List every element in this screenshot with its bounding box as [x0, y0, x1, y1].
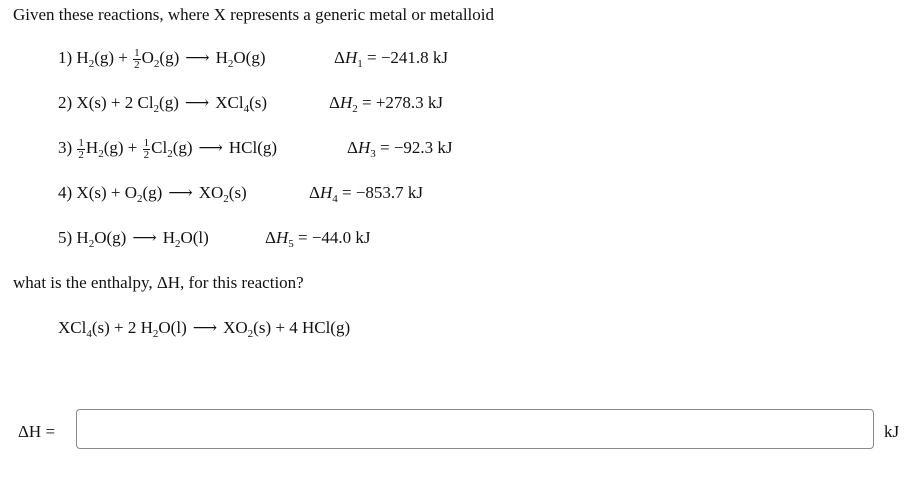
reaction-2-equation: 2) X(s) + 2 $Cl_2(g)$ ⟶ XCl$_4$(s): [58, 93, 268, 115]
reaction-4-enthalpy: $\Delta H_4 = -853.7$ kJ: [309, 183, 424, 205]
reaction-3-equation: 3) $\frac{1}{2}$ $H_2(g)$ + $\frac{1}{2}$ $Cl_2(g)$ ⟶ HCl(g): [58, 136, 278, 161]
answer-unit: kJ: [884, 422, 900, 441]
reaction-4-equation: 4) $X(s) + O_2(g)$ ⟶ $XO_2(s)$: [58, 183, 247, 205]
answer-input[interactable]: [76, 409, 874, 449]
reaction-1: [58, 46, 449, 71]
reaction-3-enthalpy: $\Delta H_3 = -92.3$ kJ: [347, 138, 453, 160]
reaction-4: [58, 182, 424, 205]
answer-label: ΔH =: [18, 422, 56, 441]
reaction-5-enthalpy: $\Delta H_5 = -44.0$ kJ: [265, 228, 371, 250]
reaction-2-enthalpy: $\Delta H_2 = +278.3$ kJ: [329, 93, 444, 115]
reaction-1-equation: 1) $H_2(g)$ + $\frac{1}{2}$ $O_2(g)$ ⟶ $H_2O(g)$: [58, 46, 266, 71]
question-text: what is the enthalpy, ΔH, for this reaction?: [13, 273, 304, 292]
reaction-5: [58, 227, 371, 250]
intro-text: Given these reactions, where X represents a generic metal or metalloid: [13, 5, 494, 24]
reaction-2: [58, 92, 444, 115]
target-reaction: XCl$_4$(s) + 2 $H_2O(l)$ ⟶ $XO_2(s) + 4$ HCl(g): [58, 318, 351, 340]
reaction-5-equation: 5) $H_2O(g)$ ⟶ $H_2O(l)$: [58, 228, 209, 250]
reaction-1-enthalpy: $\Delta H_1 = -241.8$ kJ: [334, 48, 449, 70]
reaction-3: [58, 136, 453, 161]
